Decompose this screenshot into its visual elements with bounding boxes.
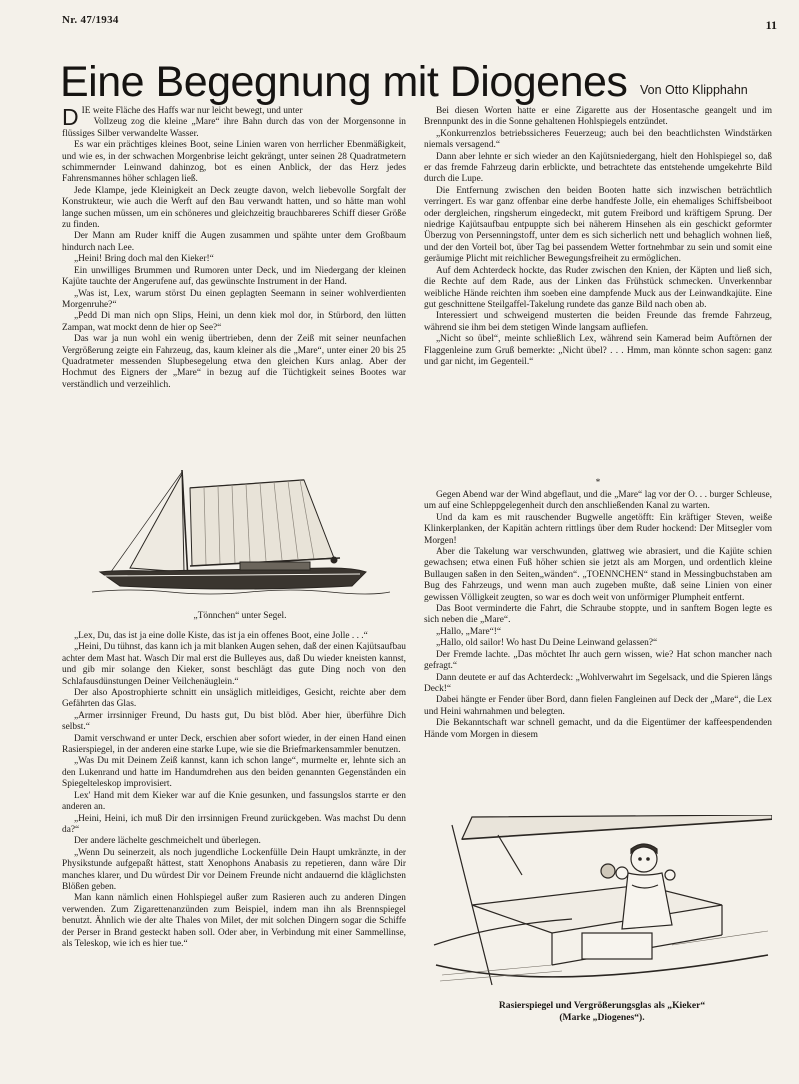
paragraph: Dabei hängte er Fender über Bord, dann fielen Fangleinen auf Deck der „Mare“, die Lex und Heini wahrnahmen und belegten. (424, 695, 772, 717)
paragraph: Das Boot verminderte die Fahrt, die Schraube stoppte, und in sanftem Bogen legte es sich neben die „Mare“. (424, 604, 772, 626)
paragraph: Bei diesen Worten hatte er eine Zigarette aus der Hosentasche geangelt und im Brennpunkt des in die Sonne gehaltenen Hohlspiegels entzündet. (424, 106, 772, 128)
paragraph: Der andere lächelte geschmeichelt und überlegen. (74, 836, 261, 847)
page-number: 11 (765, 18, 777, 32)
article-byline: Von Otto Klipphahn (640, 83, 748, 97)
paragraph: „Lex, Du, das ist ja eine dolle Kiste, das ist ja ein offenes Boot, eine Jolle . . .“ (74, 631, 368, 641)
paragraph: „Heini! Bring doch mal den Kieker!“ (74, 254, 214, 265)
section-break: * (595, 478, 601, 488)
paragraph: Das war ja nun wohl ein wenig übertrieben, denn der Zeiß mit seiner neunfachen Vergrößerung zeigte ein Fahrzeug, das, kaum kleiner als die „Mare“, unter einer 20 bis 25 Quadratmeter messenden Slupbesegelung etwa den gleichen Kurs anlag. Aber der Hochmut des Eigners der „Mare“ in bezug auf die Tüchtigkeit seines Bootes war verständlich und verzeihlich. (62, 334, 406, 390)
paragraph: Und da kam es mit rauschender Bugwelle angetöfft: Ein kräftiger Steven, weiße Klinkerplanken, der Kapitän achtern rittlings über dem Ruder hockend: Der Mitsegler vom Morgen! (424, 512, 772, 546)
paragraph: Ein unwilliges Brummen und Rumoren unter Deck, und im Niedergang der kleinen Kajüte tauchte der Angerufene auf, das gewünschte Instrument in der Hand. (62, 265, 406, 288)
boat-under-sail-illustration (90, 468, 390, 600)
boat-caption: „Tönnchen“ unter Segel. (193, 611, 287, 621)
paragraph: Damit verschwand er unter Deck, erschien aber sofort wieder, in der einen Hand einen Rasierspiegel, in der anderen eine starke Lupe, wie sie die Briefmarkensammler benutzen. (62, 733, 406, 756)
paragraph: Die Bekanntschaft war schnell gemacht, und da die Eigentümer der kaffeespendenden Hände vom Morgen in diesem (424, 718, 772, 740)
drop-cap: D (62, 106, 79, 130)
paragraph: „Wenn Du seinerzeit, als noch jugendliche Lockenfülle Dein Haupt umkränzte, in der Physikstunde aufgepaßt hättest, statt Xenophons Anabasis zu repetieren, dann wäre Dir manches klarer, und Du würdest Dir vor Deinem Freunde nicht andauernd die kläglichsten Blößen geben. (62, 847, 406, 892)
paragraph: „Was ist, Lex, warum störst Du einen geplagten Seemann in seiner wohlverdienten Morgenruhe?“ (62, 288, 406, 310)
paragraph: Man kann nämlich einen Hohlspiegel außer zum Rasieren auch zu anderen Dingen verwenden. Zum Zigarettenanzünden zum Beispiel, indem man ihn als Brennspiegel benutzt. Ähnlich wie der alte Thales von Milet, der mit solchen Dingern sogar die Schiffe der Perser in Brand gesteckt haben soll. Oder aber, in Verbindung mit einer Sammellinse, als Teleskop, wie ich es hier tue.“ (62, 893, 406, 949)
paragraph: Der also Apostrophierte schnitt ein unsäglich mitleidiges, Gesicht, reichte aber dem Gefährten das Glas. (62, 688, 406, 710)
paragraph: Der Fremde lachte. „Das möchtet Ihr auch gern wissen, wie? Hat schon mancher nach gefragt.“ (424, 649, 772, 672)
column-right-top (424, 106, 772, 476)
paragraph: Jede Klampe, jede Kleinigkeit an Deck zeugte davon, welch liebevolle Sorgfalt der Konstrukteur, wie auch die Werft auf den Bau verwandt hatten, und so hätte man wohl lange suchen müssen, um ein schöneres und gleichzeitig brauchbareres Schiff dieser Größe zu finden. (62, 185, 406, 231)
paragraph: „Pedd Di man nich opn Slips, Heini, un denn kiek mol dor, in Stürbord, den lütten Zampan, wat mockt denn de hier op See?“ (62, 311, 406, 333)
paragraph: „Heini, Heini, ich muß Dir den irrsinnigen Freund zurückgeben. Was machst Du denn da?“ (62, 813, 406, 835)
paragraph: „Heini, Du tühnst, das kann ich ja mit blanken Augen sehen, daß der einen Kajütsaufbau achter dem Mast hat. Wasch Dir mal erst die Bulleyes aus, daß Du wieder kneisten kannst, und gib mir solange den Kieker, sonst beschlägt das gute Ding noch von den Schlafausdünstungen Deiner Veilchenäuglein.“ (62, 642, 406, 687)
paragraph: Lex' Hand mit dem Kieker war auf die Knie gesunken, und fassungslos starrte er den anderen an. (62, 790, 406, 813)
column-left-top (62, 106, 406, 472)
opening-text: IE weite Fläche des Haffs war nur leicht bewegt, und unter (81, 106, 303, 116)
paragraph: „Konkurrenzlos betriebssicheres Feuerzeug; auch bei den beachtlichsten Windstärken niemals versagend.“ (424, 128, 772, 151)
column-left-bottom (62, 631, 406, 1031)
paragraph: Interessiert und schweigend musterten die beiden Freunde das fremde Fahrzeug, während sie ihm bei dem stetigen Winde langsam aufliefen. (424, 311, 772, 333)
paragraph: Auf dem Achterdeck hockte, das Ruder zwischen den Knien, der Käpten und ließ sich, die Rechte auf dem Rade, aus der Linken das Frühstück schmecken. Unverkennbar weibliche Hände reichten ihm soeben eine dampfende Muck aus der Leinwandkajüte. Eine gut geschnittene Steilgaffel-Takelung rundete das ganze Bild nach oben ab. (424, 265, 772, 310)
paragraph: „Hallo, old sailor! Wo hast Du Deine Leinwand gelassen?“ (436, 638, 658, 649)
issue-number: Nr. 47/1934 (62, 14, 119, 26)
sketch-caption-line-2: (Marke „Diogenes“). (559, 1012, 645, 1023)
paragraph: „Armer irrsinniger Freund, Du hasts gut, Du bist blöd. Aber hier, überführe Dich selbst.“ (62, 710, 406, 733)
paragraph: Der Mann am Ruder kniff die Augen zusammen und spähte unter dem Großbaum hindurch nach Lee. (62, 231, 406, 253)
paragraph: Dann aber lehnte er sich wieder an den Kajütsniedergang, hielt den Hohlspiegel so, daß er das fremde Fahrzeug darin erblickte, und betrachtete das entstehende umgekehrte Bild durch die Lupe. (424, 151, 772, 185)
sketch-caption (432, 1000, 772, 1024)
column-right-bottom (424, 490, 772, 806)
paragraph: Vollzeug zog die kleine „Mare“ ihre Bahn durch das von der Morgensonne in flüssiges Silber verwandelte Wasser. (62, 117, 406, 139)
sketch-caption-line-1: Rasierspiegel und Vergrößerungsglas als „Kieker“ (498, 1000, 706, 1011)
paragraph: „Was Du mit Deinem Zeiß kannst, kann ich schon lange“, murmelte er, lehnte sich an den Lukenrand und hatte im Handumdrehen aus den beiden genannten Gegenständen ein Spiegelteleskop improvisiert. (62, 756, 406, 790)
paragraph: „Hallo, „Mare“!“ (436, 626, 502, 637)
article-title: Eine Begegnung mit Diogenes (60, 58, 628, 106)
paragraph: „Nicht so übel“, meinte schließlich Lex, während sein Kamerad beim Auftörnen der Flaggenleine zum Gruß bemerkte: „Nicht übel? . . . Hmm, man könnte schon sagen: ganz und gar nicht, im Gegenteil.“ (424, 334, 772, 367)
diogenes-sketch-illustration (432, 815, 772, 995)
paragraph: Gegen Abend war der Wind abgeflaut, und die „Mare“ lag vor der O. . . burger Schleuse, um auf eine Schleppgelegenheit durch den anschließenden Kanal zu warten. (424, 490, 772, 512)
paragraph: Aber die Takelung war verschwunden, glattweg wie abrasiert, und die Kajüte schien gewachsen; etwa einen Fuß höher schien sie jetzt als am Morgen, und ordentlich kleine Bullaugen saßen in den Seiten„wänden“. „TOENNCHEN“ stand in Messingbuchstaben am Bug des Fahrzeugs, und wenn man auch zugeben mußte, daß seine Linien von einer gewissen Völligkeit zeugten, so war es doch weit von unförmiger Plumpheit entfernt. (424, 547, 772, 603)
paragraph: Die Entfernung zwischen den beiden Booten hatte sich inzwischen beträchtlich verringert. Es war ganz offenbar eine derbe handfeste Jolle, ein ehemaliges Schiffsbeiboot oder dergleichen, ringsherum eingedeckt, mit gutem Freibord und kräftigem Sprung. Der niedrige Kajütsaufbau entpuppte sich bei näherem Hinsehen als ein geschickt geformter Überzug von Persenningstoff, unter dem es sich sicherlich nett und behaglich wohnen ließ, und der den Vorteil bot, über Tag bei passendem Wetter fortnehmbar zu sein und somit eine geräumige Plicht mit reichlicher Bewegungsfreiheit zu ermöglichen. (424, 185, 772, 265)
paragraph: Es war ein prächtiges kleines Boot, seine Linien waren von herrlicher Ebenmäßigkeit, und wie es, in der schwachen Morgenbrise leicht gekrängt, unter seinen 28 Quadratmetern schimmernder Leinwand dahinzog, bot es einen Anblick, der das Herz jedes Fahrensmannes höher schlagen ließ. (62, 140, 406, 185)
paragraph: Dann deutete er auf das Achterdeck: „Wohlverwahrt im Segelsack, und die Spieren längs Deck!“ (424, 672, 772, 694)
